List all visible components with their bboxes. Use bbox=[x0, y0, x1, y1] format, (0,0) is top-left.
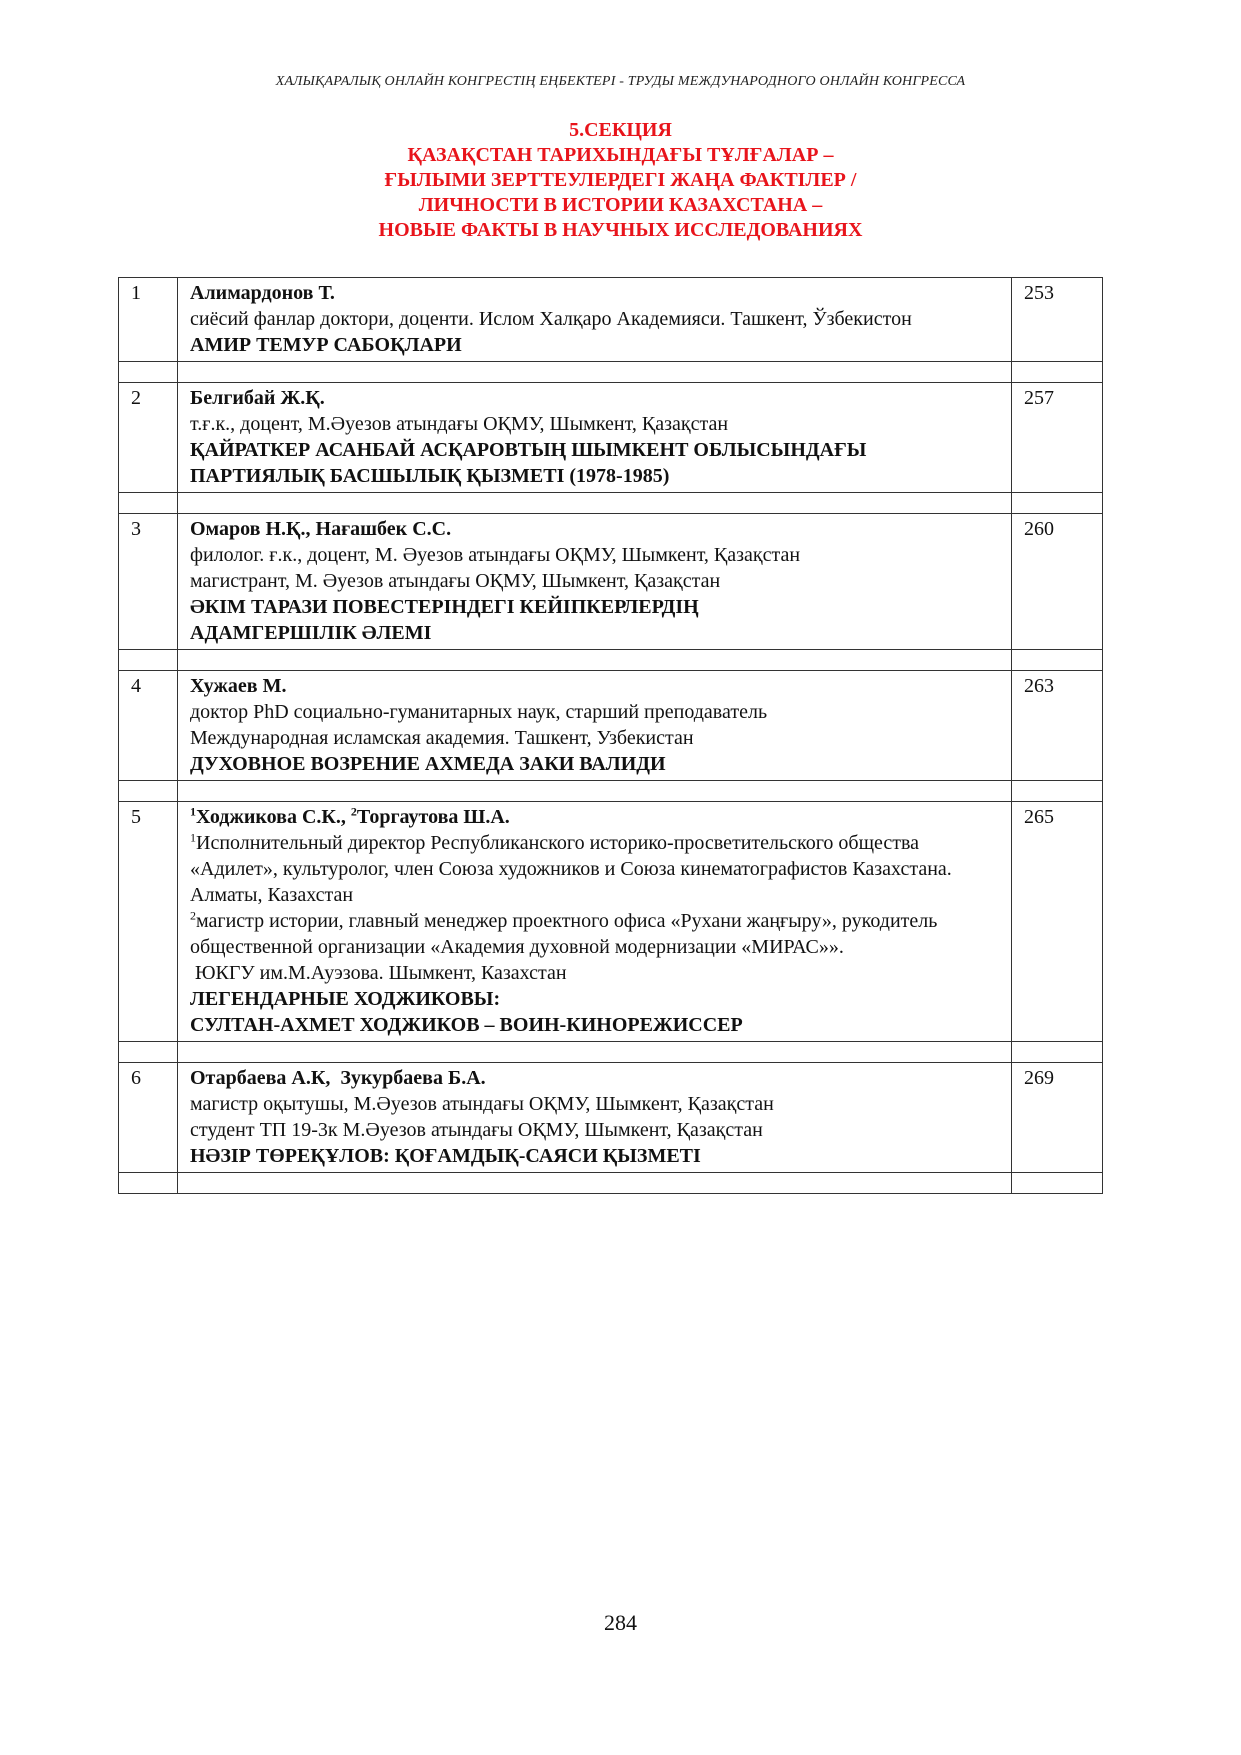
entry-title: ҚАЙРАТКЕР АСАНБАЙ АСҚАРОВТЫҢ ШЫМКЕНТ ОБЛЫСЫНДАҒЫ bbox=[190, 439, 867, 461]
spacer-row bbox=[119, 493, 1103, 514]
entry-affiliation: магистр оқытушы, М.Әуезов атындағы ОҚМУ, Шымкент, Қазақстан bbox=[190, 1093, 774, 1115]
entry-body bbox=[178, 514, 1012, 650]
entry-affiliation: филолог. ғ.к., доцент, М. Әуезов атындағы ОҚМУ, Шымкент, Қазақстан bbox=[190, 544, 801, 566]
section-title bbox=[0, 118, 1241, 243]
author-sup: 1 bbox=[190, 804, 196, 819]
entry-body bbox=[178, 1063, 1012, 1173]
entry-title: АДАМГЕРШІЛІК ӘЛЕМІ bbox=[190, 622, 432, 644]
spacer-row bbox=[119, 781, 1103, 802]
author-name: Торгаутова Ш.А. bbox=[356, 806, 510, 828]
entry-number: 2 bbox=[119, 383, 178, 493]
affiliation-text: Исполнительный директор Республиканского историко-просветительского общества «Адилет», культуролог, член Союза художников и Союза кинематографистов Казахстана. Алматы, Казахстан bbox=[190, 832, 952, 906]
entry-number: 5 bbox=[119, 802, 178, 1042]
section-number: 5.СЕКЦИЯ bbox=[569, 119, 672, 141]
entry-authors bbox=[190, 804, 999, 830]
entry-title: АМИР ТЕМУР САБОҚЛАРИ bbox=[190, 334, 462, 356]
table-row bbox=[119, 383, 1103, 493]
entry-page: 253 bbox=[1012, 278, 1103, 362]
table-row bbox=[119, 671, 1103, 781]
table-row bbox=[119, 514, 1103, 650]
spacer-row bbox=[119, 1042, 1103, 1063]
entry-number: 6 bbox=[119, 1063, 178, 1173]
spacer-row bbox=[119, 362, 1103, 383]
author-sup: 2 bbox=[350, 804, 357, 819]
entry-authors: Отарбаева А.К, Зукурбаева Б.А. bbox=[190, 1067, 486, 1089]
spacer-row bbox=[119, 650, 1103, 671]
entry-affiliation: магистрант, М. Әуезов атындағы ОҚМУ, Шымкент, Қазақстан bbox=[190, 570, 721, 592]
entry-title: ӘКІМ ТАРАЗИ ПОВЕСТЕРІНДЕГІ КЕЙІПКЕРЛЕРДІҢ bbox=[190, 596, 699, 618]
entry-title: ПАРТИЯЛЫҚ БАСШЫЛЫҚ ҚЫЗМЕТІ (1978-1985) bbox=[190, 465, 670, 487]
entry-authors: Алимардонов Т. bbox=[190, 282, 335, 304]
page-number: 284 bbox=[604, 1610, 637, 1635]
table-row bbox=[119, 1063, 1103, 1173]
entry-number: 4 bbox=[119, 671, 178, 781]
entry-affiliation: ЮКГУ им.М.Ауэзова. Шымкент, Казахстан bbox=[190, 962, 567, 984]
entry-page: 265 bbox=[1012, 802, 1103, 1042]
section-title-line: ҚАЗАҚСТАН ТАРИХЫНДАҒЫ ТҰЛҒАЛАР – bbox=[407, 144, 834, 166]
entry-body bbox=[178, 671, 1012, 781]
entry-authors: Омаров Н.Қ., Нағашбек С.С. bbox=[190, 518, 452, 540]
table-row bbox=[119, 802, 1103, 1042]
entry-title: ДУХОВНОЕ ВОЗРЕНИЕ АХМЕДА ЗАКИ ВАЛИДИ bbox=[190, 753, 666, 775]
entry-page: 269 bbox=[1012, 1063, 1103, 1173]
entry-title: СУЛТАН-АХМЕТ ХОДЖИКОВ – ВОИН-КИНОРЕЖИССЕР bbox=[190, 1014, 743, 1036]
entry-affiliation bbox=[190, 830, 999, 908]
entry-page: 263 bbox=[1012, 671, 1103, 781]
affiliation-sup: 2 bbox=[190, 908, 196, 923]
entry-body bbox=[178, 278, 1012, 362]
entry-body bbox=[178, 802, 1012, 1042]
section-title-line: ҒЫЛЫМИ ЗЕРТТЕУЛЕРДЕГІ ЖАҢА ФАКТІЛЕР / bbox=[384, 169, 857, 191]
entry-number: 1 bbox=[119, 278, 178, 362]
affiliation-sup: 1 bbox=[190, 830, 196, 845]
section-title-line: ЛИЧНОСТИ В ИСТОРИИ КАЗАХСТАНА – bbox=[418, 194, 823, 216]
entry-affiliation: т.ғ.к., доцент, М.Әуезов атындағы ОҚМУ, Шымкент, Қазақстан bbox=[190, 413, 729, 435]
entry-page: 257 bbox=[1012, 383, 1103, 493]
entry-affiliation: доктор PhD социально-гуманитарных наук, старший преподаватель bbox=[190, 701, 768, 723]
entry-title: НӘЗІР ТӨРЕҚҰЛОВ: ҚОҒАМДЫҚ-САЯСИ ҚЫЗМЕТІ bbox=[190, 1145, 701, 1167]
author-name: Ходжикова С.К., bbox=[196, 806, 351, 828]
entry-page: 260 bbox=[1012, 514, 1103, 650]
entry-authors: Хужаев М. bbox=[190, 675, 287, 697]
table-row bbox=[119, 278, 1103, 362]
entry-authors: Белгибай Ж.Қ. bbox=[190, 387, 325, 409]
section-title-line: НОВЫЕ ФАКТЫ В НАУЧНЫХ ИССЛЕДОВАНИЯХ bbox=[378, 219, 863, 241]
entry-affiliation: Международная исламская академия. Ташкент, Узбекистан bbox=[190, 727, 694, 749]
running-header: ХАЛЫҚАРАЛЫҚ ОНЛАЙН КОНГРЕСТІҢ ЕҢБЕКТЕРІ - ТРУДЫ МЕЖДУНАРОДНОГО ОНЛАЙН КОНГРЕССА bbox=[275, 74, 966, 89]
spacer-row bbox=[119, 1173, 1103, 1194]
contents-table bbox=[118, 277, 1103, 1194]
affiliation-text: магистр истории, главный менеджер проектного офиса «Рухани жаңғыру», рукодитель общественной организации «Академия духовной модернизации «МИРАС»». bbox=[190, 910, 938, 958]
entry-title: ЛЕГЕНДАРНЫЕ ХОДЖИКОВЫ: bbox=[190, 988, 501, 1010]
entry-affiliation bbox=[190, 908, 999, 960]
entry-affiliation: студент ТП 19-3к М.Әуезов атындағы ОҚМУ, Шымкент, Қазақстан bbox=[190, 1119, 763, 1141]
entry-number: 3 bbox=[119, 514, 178, 650]
entry-body bbox=[178, 383, 1012, 493]
entry-affiliation: сиёсий фанлар доктори, доценти. Ислом Халқаро Академияси. Ташкент, Ўзбекистон bbox=[190, 308, 912, 330]
